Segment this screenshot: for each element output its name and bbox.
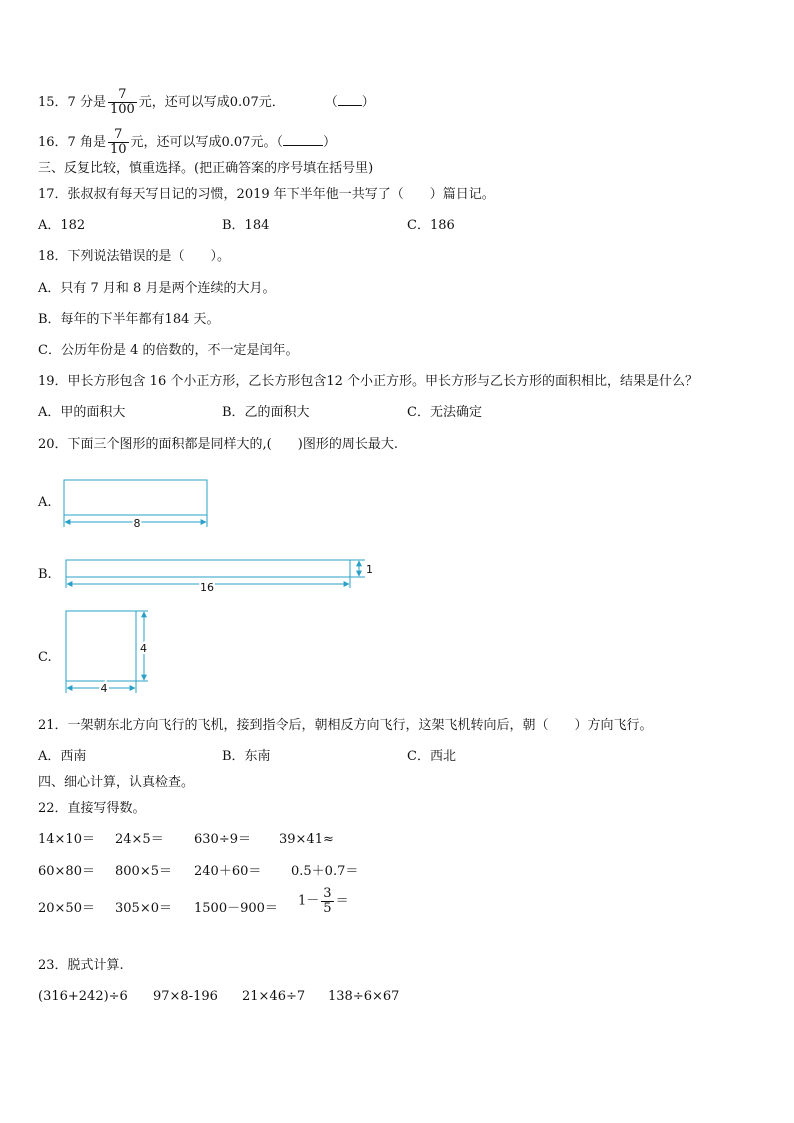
calc-frac-num: 3	[323, 886, 332, 901]
expr-3: 21×46÷7	[242, 989, 306, 1004]
q15-number: 15．	[38, 95, 68, 110]
figure-c-height: 4	[140, 642, 147, 655]
calc-r2-c2: 800×5＝	[115, 864, 172, 879]
calc-r3-c4	[298, 887, 349, 916]
q15-paren-right: ）	[361, 95, 375, 110]
q15-post: 元，还可以写成0.07元．	[138, 95, 285, 110]
q19-option-c[interactable]: C．无法确定	[407, 405, 482, 420]
q16-frac-num: 7	[114, 127, 123, 142]
q16-frac-den: 10	[109, 142, 127, 157]
figure-a-rectangle	[64, 480, 207, 530]
calc-r3-c1: 20×50＝	[38, 901, 95, 916]
calc-r3-c4-post: ＝	[335, 893, 349, 909]
q18-option-a[interactable]: A．只有 7 月和 8 月是两个连续的大月。	[38, 281, 276, 296]
calc-r1-c2: 24×5＝	[115, 832, 164, 847]
q15-pre: 7 分是	[67, 95, 106, 110]
q15-paren-left: （	[324, 95, 338, 110]
question-19-stem: 19．甲长方形包含 16 个小正方形，乙长方形包含12 个小正方形。甲长方形与乙长方形的面积相比，结果是什么？	[38, 374, 699, 389]
figure-b-length: 16	[200, 581, 214, 594]
question-23-stem: 23．脱式计算.	[38, 958, 124, 973]
q18-option-c[interactable]: C．公历年份是 4 的倍数的，不一定是闰年。	[38, 343, 299, 358]
section-4-heading: 四、细心计算，认真检查。	[38, 775, 195, 790]
calc-r3-c4-fraction	[321, 887, 333, 916]
q16-post: 元，还可以写成0.07元。（	[130, 135, 283, 150]
q20-option-b-label[interactable]: B.	[38, 567, 52, 582]
q16-number: 16．	[38, 135, 68, 150]
q20-option-c-label[interactable]: C.	[38, 650, 52, 665]
calc-r3-c2: 305×0＝	[115, 901, 172, 916]
q16-pre: 7 角是	[67, 135, 106, 150]
q19-option-b[interactable]: B．乙的面积大	[222, 405, 310, 420]
calc-r1-c3: 630÷9＝	[194, 832, 251, 847]
calc-r3-c3: 1500－900＝	[194, 901, 278, 916]
calc-r2-c1: 60×80＝	[38, 864, 95, 879]
calc-r2-c4: 0.5＋0.7＝	[291, 864, 359, 879]
q21-option-b[interactable]: B．东南	[222, 749, 271, 764]
q17-option-b[interactable]: B．184	[222, 218, 270, 233]
question-20-stem: 20．下面三个图形的面积都是同样大的,( )图形的周长最大.	[38, 437, 398, 452]
expr-2: 97×8-196	[153, 989, 218, 1004]
calc-r1-c1: 14×10＝	[38, 832, 95, 847]
figure-b-width: 1	[366, 563, 373, 576]
q17-option-a[interactable]: A．182	[38, 218, 86, 233]
question-18-stem: 18．下列说法错误的是（ ）。	[38, 249, 231, 264]
expr-1: (316+242)÷6	[38, 989, 128, 1004]
q15-frac-den: 100	[109, 102, 135, 117]
section-3-heading: 三、反复比较，慎重选择。(把正确答案的序号填在括号里)	[38, 161, 374, 176]
figure-c-square	[66, 611, 148, 695]
question-21-stem: 21．一架朝东北方向飞行的飞机，接到指令后，朝相反方向飞行，这架飞机转向后，朝（ ）方向飞行。	[38, 718, 653, 733]
figure-b-rectangle	[66, 560, 373, 594]
q15-answer-blank[interactable]	[338, 93, 362, 106]
q21-option-c[interactable]: C．西北	[407, 749, 456, 764]
q16-answer-blank[interactable]	[283, 133, 323, 146]
question-16	[38, 128, 336, 157]
question-17-stem: 17．张叔叔有每天写日记的习惯，2019 年下半年他一共写了（ ）篇日记。	[38, 187, 495, 202]
calc-r3-c4-pre: 1－	[298, 893, 320, 909]
q20-option-a-label[interactable]: A.	[38, 495, 52, 510]
q19-option-a[interactable]: A．甲的面积大	[38, 405, 126, 420]
figure-c-width: 4	[100, 682, 108, 695]
q17-option-c[interactable]: C．186	[407, 218, 455, 233]
calc-frac-den: 5	[323, 901, 332, 916]
figure-a-dimension: 8	[133, 517, 141, 530]
question-15	[38, 88, 375, 117]
q15-fraction	[108, 88, 137, 117]
q16-fraction	[108, 128, 129, 157]
q18-option-b[interactable]: B．每年的下半年都有184 天。	[38, 312, 220, 327]
question-22-stem: 22．直接写得数。	[38, 801, 146, 816]
q16-paren-right: ）	[322, 135, 336, 150]
q15-frac-num: 7	[118, 87, 127, 102]
q21-option-a[interactable]: A．西南	[38, 749, 87, 764]
expr-4: 138÷6×67	[328, 989, 400, 1004]
calc-r1-c4: 39×41≈	[279, 832, 334, 847]
calc-r2-c3: 240＋60＝	[194, 864, 262, 879]
